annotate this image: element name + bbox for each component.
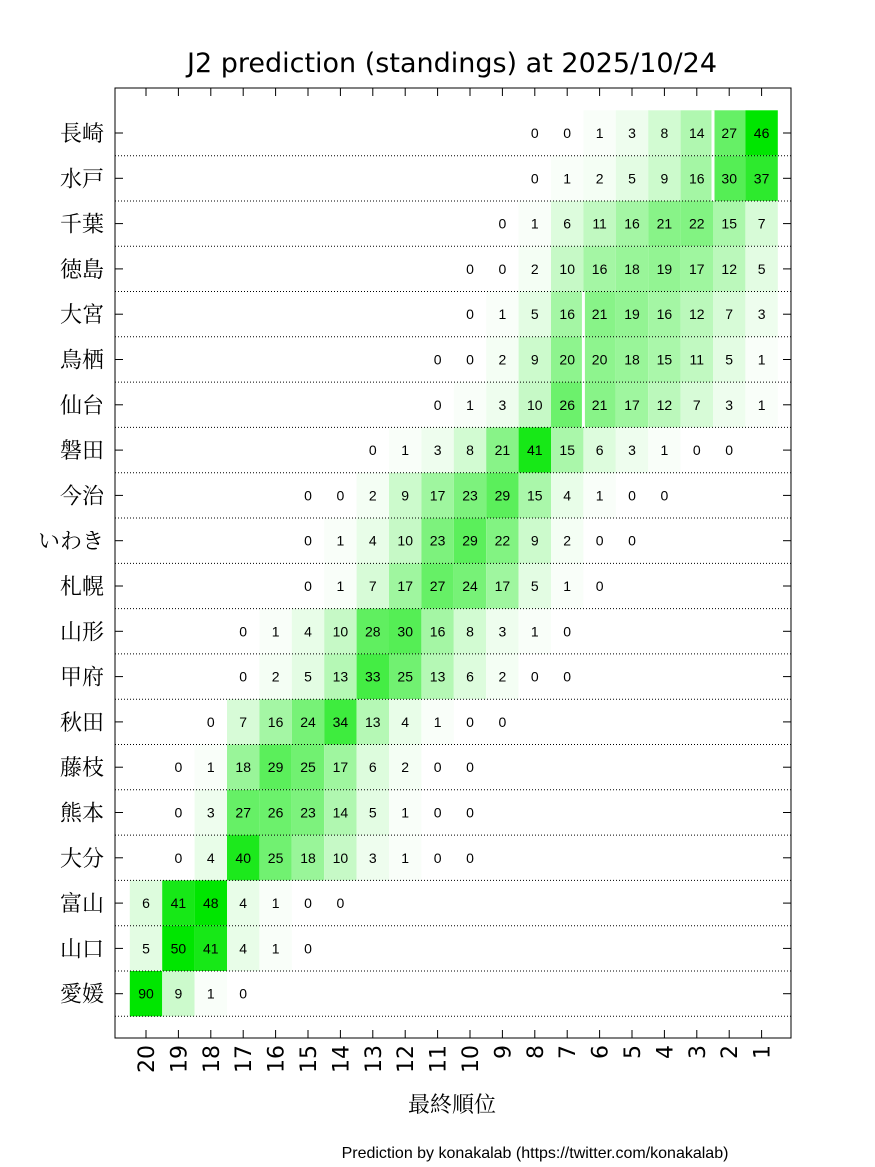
- cell-value: 7: [757, 215, 766, 232]
- x-tick-label: 14: [329, 1045, 355, 1073]
- cell-value: 2: [271, 668, 280, 685]
- cell-value: 1: [271, 623, 280, 640]
- cell-value: 17: [624, 396, 640, 413]
- cell-value: 2: [498, 351, 507, 368]
- cell-value: 1: [433, 713, 442, 730]
- x-tick-label: 11: [426, 1045, 452, 1073]
- cell-value: 3: [498, 396, 507, 413]
- cell-value: 4: [206, 849, 215, 866]
- cell-value: 23: [300, 804, 316, 821]
- team-label: いわき: [37, 529, 104, 555]
- cell-value: 18: [235, 759, 251, 776]
- cell-value: 13: [332, 668, 349, 685]
- x-tick-label: 4: [653, 1045, 679, 1059]
- cell-value: 19: [624, 306, 640, 323]
- cell-value: 1: [401, 849, 410, 866]
- x-tick-label: 12: [394, 1045, 420, 1073]
- team-label: 山形: [59, 620, 104, 646]
- x-tick-label: 9: [491, 1045, 517, 1059]
- cell-value: 90: [138, 985, 154, 1002]
- cell-value: 26: [267, 804, 284, 821]
- cell-value: 1: [595, 125, 604, 141]
- cell-value: 1: [530, 215, 539, 232]
- cell-value: 17: [689, 260, 705, 277]
- cell-value: 18: [300, 849, 316, 866]
- cell-value: 37: [753, 170, 770, 187]
- cell-value: 25: [397, 668, 413, 685]
- x-tick-label: 7: [556, 1045, 582, 1059]
- cell-value: 41: [527, 442, 543, 459]
- cell-value: 7: [368, 578, 377, 594]
- x-tick-label: 8: [523, 1045, 549, 1059]
- cell-value: 1: [563, 578, 572, 594]
- heatmap-cells: [130, 110, 778, 1016]
- team-label: 水戸: [59, 167, 104, 193]
- cell-value: 0: [304, 940, 312, 957]
- cell-value: 18: [624, 351, 640, 368]
- cell-value: 12: [721, 260, 737, 277]
- cell-value: 0: [530, 170, 539, 187]
- team-label: 磐田: [59, 439, 104, 465]
- team-label: 仙台: [59, 393, 104, 419]
- x-tick-label: 13: [361, 1045, 387, 1073]
- x-tick-label: 1: [750, 1045, 776, 1059]
- cell-value: 3: [628, 442, 636, 459]
- team-label: 秋田: [59, 710, 104, 736]
- cell-value: 4: [401, 713, 410, 730]
- cell-value: 3: [628, 125, 636, 141]
- cell-value: 3: [433, 442, 442, 459]
- cell-value: 3: [498, 623, 507, 640]
- team-labels: [38, 122, 105, 1008]
- cell-value: 0: [498, 713, 507, 730]
- cell-value: 30: [397, 623, 413, 640]
- cell-value: 0: [466, 804, 474, 821]
- x-tick-label: 18: [199, 1045, 225, 1073]
- team-label: 甲府: [59, 665, 104, 691]
- cell-value: 17: [429, 487, 446, 504]
- cell-value: 0: [628, 532, 636, 549]
- cell-value: 17: [494, 578, 511, 594]
- cell-value: 0: [563, 668, 572, 685]
- cell-value: 0: [239, 668, 248, 685]
- cell-value: 5: [725, 351, 734, 368]
- cell-value: 0: [692, 442, 701, 459]
- cell-value: 8: [660, 125, 669, 141]
- cell-value: 0: [239, 985, 248, 1002]
- cell-value: 16: [591, 260, 608, 277]
- cell-value: 0: [725, 442, 734, 459]
- cell-value: 29: [462, 532, 478, 549]
- team-label: 大宮: [59, 303, 104, 329]
- cell-value: 5: [142, 940, 150, 957]
- x-tick-label: 16: [264, 1045, 290, 1073]
- cell-value: 5: [757, 260, 766, 277]
- x-tick-labels: [135, 1045, 776, 1073]
- cell-value: 2: [368, 487, 377, 504]
- cell-value: 1: [271, 895, 280, 912]
- cell-value: 18: [624, 260, 640, 277]
- cell-value: 29: [267, 759, 284, 776]
- cell-value: 0: [433, 351, 442, 368]
- team-label: 徳島: [59, 257, 104, 283]
- cell-value: 0: [466, 713, 474, 730]
- cell-value: 0: [595, 578, 604, 594]
- cell-value: 7: [692, 396, 701, 413]
- cell-value: 0: [563, 125, 572, 141]
- cell-value: 0: [206, 713, 215, 730]
- cell-value: 41: [170, 895, 187, 912]
- cell-value: 23: [462, 487, 478, 504]
- cell-value: 0: [563, 623, 572, 640]
- cell-value: 10: [527, 396, 543, 413]
- cell-value: 5: [530, 306, 539, 323]
- cell-value: 0: [466, 759, 474, 776]
- cell-value: 8: [466, 442, 474, 459]
- x-tick-label: 2: [718, 1045, 744, 1059]
- team-label: 長崎: [59, 122, 104, 147]
- cell-value: 46: [753, 125, 770, 141]
- cell-value: 3: [368, 849, 377, 866]
- cell-value: 1: [563, 170, 572, 187]
- cell-value: 24: [300, 713, 316, 730]
- cell-value: 16: [656, 306, 673, 323]
- cell-value: 15: [656, 351, 673, 368]
- cell-value: 14: [332, 804, 349, 821]
- cell-value: 20: [559, 351, 575, 368]
- cell-value: 33: [365, 668, 381, 685]
- team-label: 山口: [59, 937, 104, 963]
- cell-value: 1: [530, 623, 539, 640]
- cell-value: 6: [142, 895, 150, 912]
- cell-value: 7: [239, 713, 248, 730]
- team-label: 富山: [59, 892, 104, 918]
- cell-value: 0: [466, 351, 474, 368]
- cell-value: 1: [660, 442, 669, 459]
- cell-value: 0: [466, 849, 474, 866]
- cell-value: 0: [498, 260, 507, 277]
- cell-value: 10: [559, 260, 575, 277]
- cell-value: 6: [368, 759, 377, 776]
- cell-value: 1: [757, 396, 766, 413]
- cell-value: 8: [466, 623, 474, 640]
- cell-value: 0: [174, 804, 183, 821]
- cell-value: 28: [365, 623, 381, 640]
- cell-value: 0: [304, 532, 312, 549]
- cell-value: 0: [368, 442, 377, 459]
- cell-value: 11: [592, 215, 607, 232]
- cell-value: 13: [429, 668, 446, 685]
- cell-value: 30: [721, 170, 737, 187]
- cell-value: 2: [563, 532, 572, 549]
- team-label: 札幌: [59, 575, 104, 600]
- cell-value: 0: [433, 396, 442, 413]
- cell-value: 0: [628, 487, 636, 504]
- cell-value: 2: [401, 759, 410, 776]
- cell-value: 9: [530, 532, 539, 549]
- cell-value: 15: [559, 442, 575, 459]
- cell-value: 50: [170, 940, 187, 957]
- cell-value: 10: [332, 623, 349, 640]
- cell-value: 5: [304, 668, 312, 685]
- cell-value: 0: [595, 532, 604, 549]
- cell-value: 27: [429, 578, 446, 594]
- chart-title: J2 prediction (standings) at 2025/10/24: [186, 48, 718, 79]
- cell-value: 10: [397, 532, 413, 549]
- x-axis-label: 最終順位: [407, 1093, 497, 1118]
- x-tick-label: 10: [459, 1045, 484, 1073]
- cell-value: 2: [595, 170, 604, 187]
- team-label: 愛媛: [59, 982, 104, 1008]
- cell-value: 23: [429, 532, 446, 549]
- cell-value: 15: [721, 215, 737, 232]
- cell-value: 0: [660, 487, 669, 504]
- cell-value: 2: [530, 260, 539, 277]
- cell-value: 9: [530, 351, 539, 368]
- cell-value: 9: [174, 985, 183, 1002]
- cell-value: 0: [498, 215, 507, 232]
- x-tick-label: 19: [167, 1045, 193, 1073]
- cell-value: 4: [304, 623, 312, 640]
- cell-value: 1: [466, 396, 474, 413]
- cell-value: 27: [721, 125, 737, 141]
- cell-value: 4: [239, 940, 248, 957]
- cell-value: 6: [595, 442, 604, 459]
- cell-value: 6: [563, 215, 572, 232]
- cell-value: 14: [689, 125, 705, 141]
- cell-value: 0: [466, 306, 474, 323]
- cell-value: 4: [563, 487, 572, 504]
- cell-value: 0: [530, 668, 539, 685]
- x-tick-label: 15: [297, 1045, 322, 1073]
- cell-value: 1: [206, 759, 215, 776]
- cell-value: 0: [433, 849, 442, 866]
- cell-value: 21: [591, 306, 608, 323]
- cell-value: 1: [757, 351, 766, 368]
- team-label: 千葉: [59, 212, 104, 238]
- cell-value: 4: [239, 895, 248, 912]
- cell-value: 0: [174, 849, 183, 866]
- cell-value: 29: [494, 487, 511, 504]
- cell-value: 5: [628, 170, 636, 187]
- cell-value: 0: [530, 125, 539, 141]
- cell-value: 7: [725, 306, 734, 323]
- cell-value: 1: [401, 804, 410, 821]
- cell-value: 5: [368, 804, 377, 821]
- cell-value: 21: [494, 442, 511, 459]
- cell-value: 5: [530, 578, 539, 594]
- x-tick-label: 20: [135, 1045, 160, 1073]
- cell-value: 0: [304, 487, 312, 504]
- cell-value: 16: [429, 623, 446, 640]
- cell-value: 16: [267, 713, 284, 730]
- cell-value: 1: [336, 532, 345, 549]
- cell-value: 27: [235, 804, 251, 821]
- cell-value: 25: [267, 849, 284, 866]
- cell-value: 0: [304, 895, 312, 912]
- cell-value: 3: [206, 804, 215, 821]
- cell-value: 22: [689, 215, 705, 232]
- cell-value: 20: [591, 351, 608, 368]
- team-label: 藤枝: [59, 756, 104, 782]
- cell-value: 19: [656, 260, 673, 277]
- cell-value: 0: [336, 895, 345, 912]
- cell-value: 21: [656, 215, 673, 232]
- x-tick-label: 3: [685, 1045, 711, 1059]
- cell-value: 1: [401, 442, 410, 459]
- cell-value: 22: [494, 532, 511, 549]
- cell-value: 0: [466, 260, 474, 277]
- x-tick-label: 6: [588, 1045, 614, 1059]
- credit-text: Prediction by konakalab (https://twitter.com/konakalab): [341, 1145, 729, 1162]
- cell-value: 16: [559, 306, 575, 323]
- x-tick-label: 5: [621, 1045, 646, 1059]
- cell-value: 16: [689, 170, 705, 187]
- cell-value: 0: [433, 759, 442, 776]
- cell-value: 15: [527, 487, 543, 504]
- cell-value: 24: [462, 578, 478, 594]
- team-label: 大分: [59, 846, 104, 872]
- cell-value: 1: [271, 940, 280, 957]
- cell-value: 2: [498, 668, 507, 685]
- cell-value: 26: [559, 396, 575, 413]
- cell-value: 1: [206, 985, 215, 1002]
- cell-value: 17: [397, 578, 413, 594]
- cell-value: 1: [336, 578, 345, 594]
- cell-value: 40: [235, 849, 251, 866]
- cell-value: 0: [239, 623, 248, 640]
- cell-value: 12: [656, 396, 673, 413]
- cell-value: 17: [332, 759, 349, 776]
- cell-value: 25: [300, 759, 316, 776]
- cell-value: 6: [466, 668, 474, 685]
- team-label: 熊本: [59, 801, 104, 827]
- cell-value: 13: [365, 713, 381, 730]
- cell-value: 0: [304, 578, 312, 594]
- cell-value: 1: [498, 306, 507, 323]
- cell-value: 1: [595, 487, 604, 504]
- cell-value: 16: [624, 215, 640, 232]
- cell-value: 11: [689, 351, 705, 368]
- team-label: 鳥栖: [59, 348, 104, 374]
- cell-value: 0: [174, 759, 183, 776]
- cell-value: 21: [591, 396, 608, 413]
- cell-value: 3: [757, 306, 766, 323]
- cell-value: 9: [401, 487, 410, 504]
- cell-value: 34: [332, 713, 349, 730]
- x-tick-label: 17: [232, 1045, 258, 1073]
- cell-value: 0: [336, 487, 345, 504]
- cell-value: 3: [725, 396, 734, 413]
- cell-value: 10: [332, 849, 349, 866]
- cell-value: 12: [689, 306, 705, 323]
- team-label: 今治: [59, 484, 104, 510]
- cell-value: 4: [368, 532, 377, 549]
- cell-value: 41: [203, 940, 219, 957]
- cell-value: 9: [660, 170, 669, 187]
- cell-value: 48: [203, 895, 219, 912]
- cell-value: 0: [433, 804, 442, 821]
